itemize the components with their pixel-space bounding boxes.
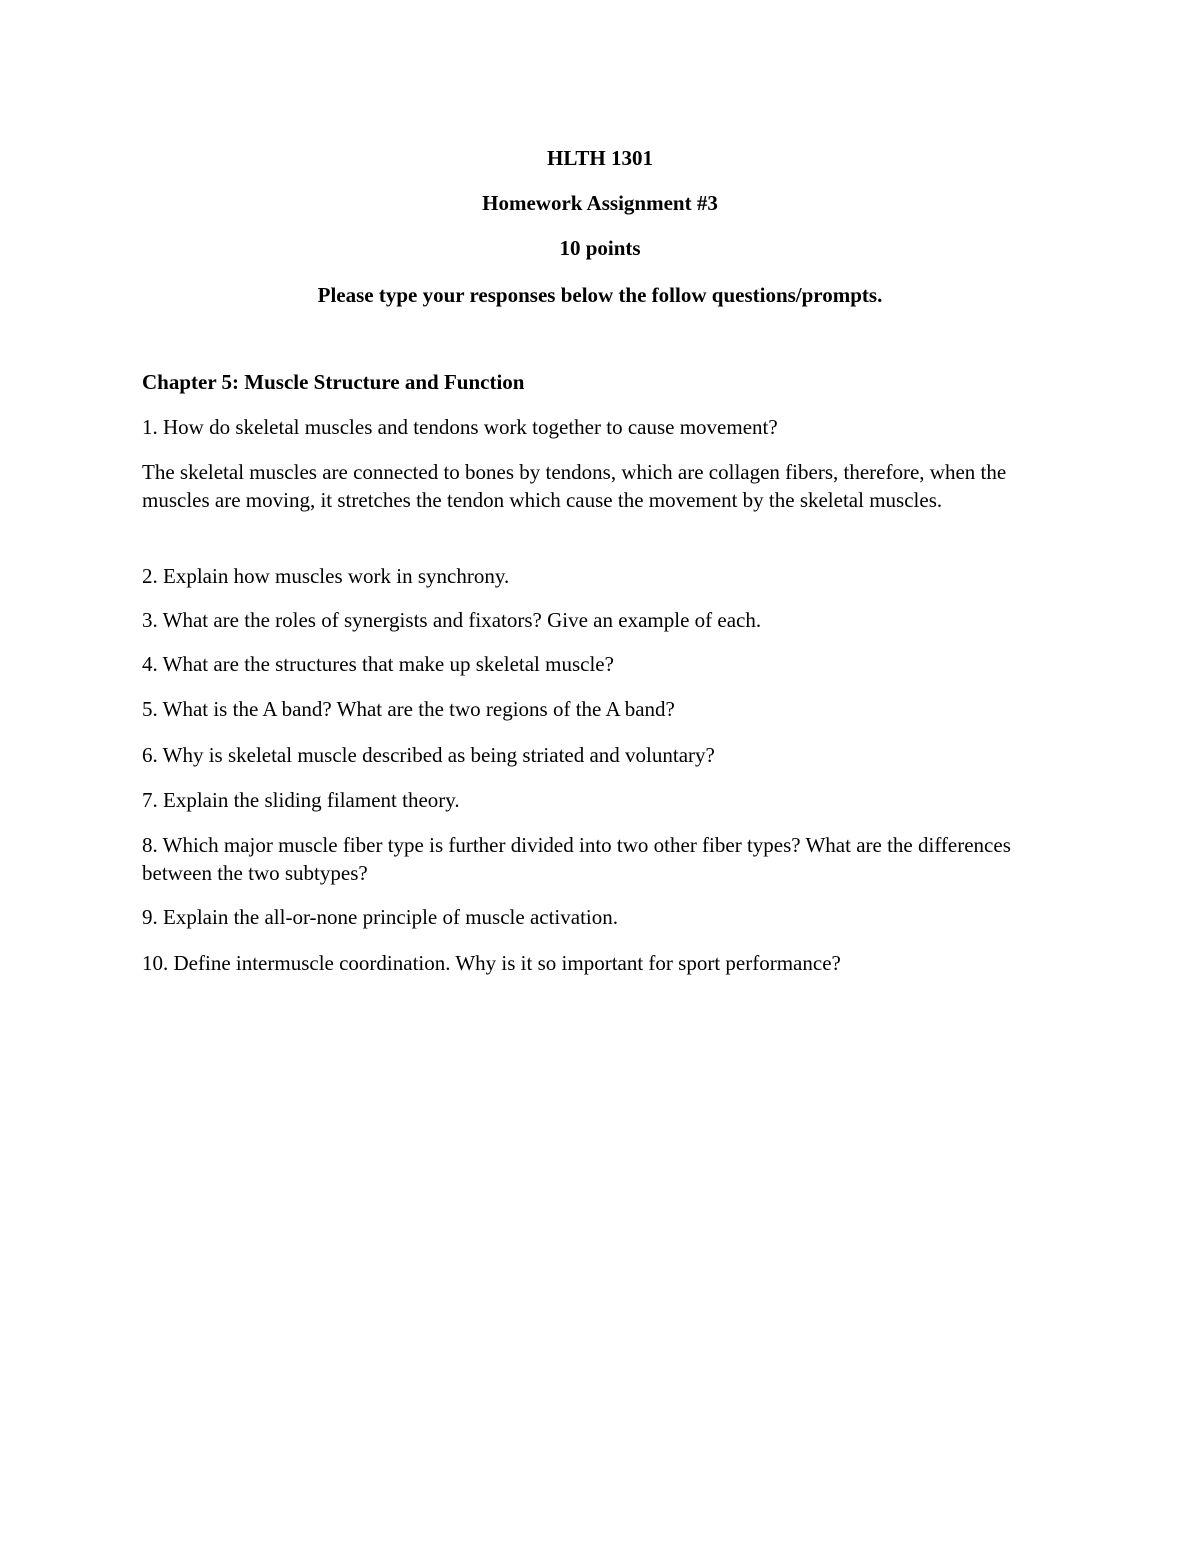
question-6: 6. Why is skeletal muscle described as being striated and voluntary? [142, 743, 715, 767]
question-1: 1. How do skeletal muscles and tendons work together to cause movement? [142, 415, 778, 439]
course-code: HLTH 1301 [546, 146, 653, 170]
question-8: 8. Which major muscle fiber type is further divided into two other fiber types? What are the differences between the two subtypes? [142, 833, 1011, 885]
chapter-heading: Chapter 5: Muscle Structure and Function [142, 370, 525, 394]
question-5: 5. What is the A band? What are the two regions of the A band? [142, 697, 675, 721]
assignment-title: Homework Assignment #3 [482, 191, 718, 215]
points-value: 10 points [559, 236, 641, 260]
question-2: 2. Explain how muscles work in synchrony. [142, 564, 510, 588]
question-4: 4. What are the structures that make up skeletal muscle? [142, 652, 614, 676]
question-10: 10. Define intermuscle coordination. Why is it so important for sport performance? [142, 951, 841, 975]
instructions-text: Please type your responses below the follow questions/prompts. [317, 283, 883, 307]
question-7: 7. Explain the sliding filament theory. [142, 788, 460, 812]
question-3: 3. What are the roles of synergists and fixators? Give an example of each. [142, 608, 762, 632]
answer-1[interactable]: The skeletal muscles are connected to bones by tendons, which are collagen fibers, therefore, when the muscles are moving, it stretches the tendon which cause the movement by the skeletal muscles. [142, 460, 1007, 512]
question-9: 9. Explain the all-or-none principle of muscle activation. [142, 905, 619, 929]
